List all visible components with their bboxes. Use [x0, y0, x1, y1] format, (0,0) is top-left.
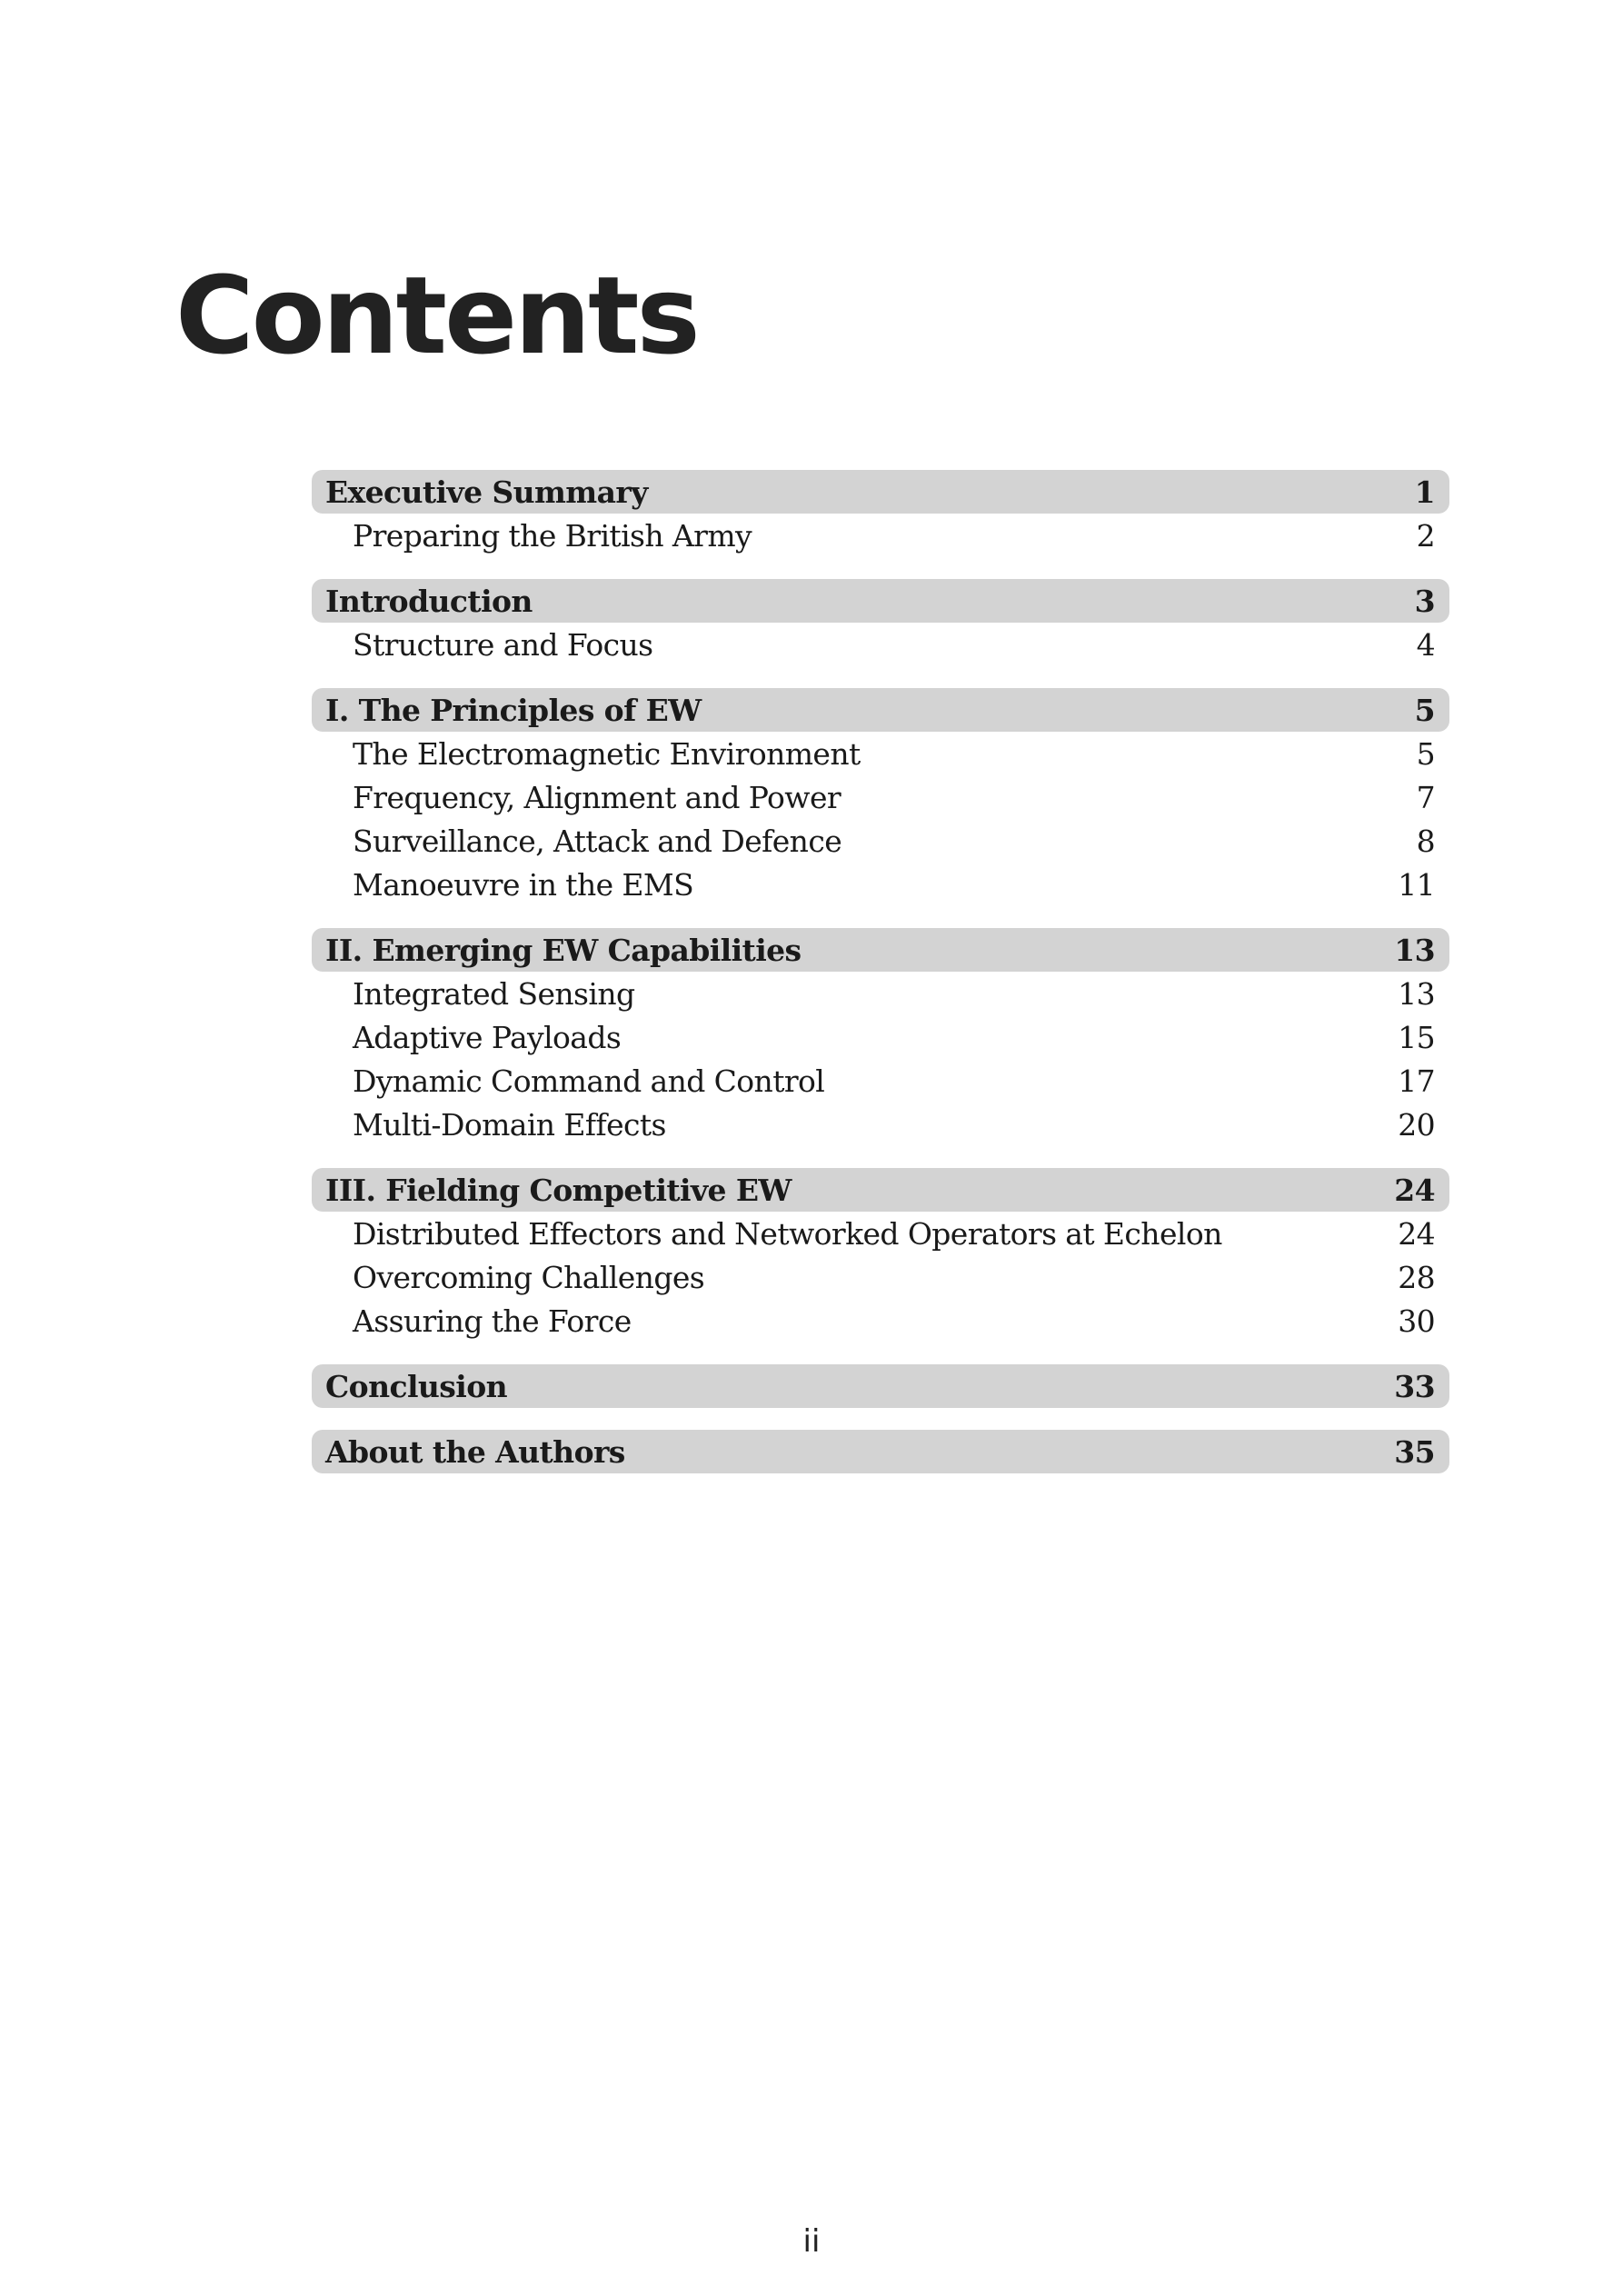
toc-subitem[interactable] [312, 775, 1449, 819]
toc-subitem-label: Preparing the British Army [353, 517, 752, 554]
toc-heading-page-number: 33 [1394, 1368, 1435, 1404]
toc-section [312, 579, 1449, 666]
toc-subitem-page-number: 15 [1398, 1019, 1435, 1055]
toc-subitem[interactable] [312, 863, 1449, 906]
toc-subitem[interactable] [312, 1103, 1449, 1146]
toc-subitem-page-number: 20 [1398, 1106, 1435, 1143]
toc-subitem-label: Overcoming Challenges [353, 1259, 705, 1295]
toc-subitem-page-number: 2 [1416, 517, 1435, 554]
toc-subitem-page-number: 8 [1416, 823, 1435, 859]
toc-subitem-label: Dynamic Command and Control [353, 1063, 825, 1099]
toc-subitem[interactable] [312, 1059, 1449, 1103]
toc-subitem[interactable] [312, 1255, 1449, 1299]
toc-subitem[interactable] [312, 514, 1449, 557]
toc-subitem-page-number: 30 [1398, 1303, 1435, 1339]
toc-section [312, 1430, 1449, 1473]
toc-section [312, 470, 1449, 557]
toc-subitem-page-number: 17 [1398, 1063, 1435, 1099]
toc-heading[interactable] [312, 1364, 1449, 1408]
toc-heading-label: About the Authors [325, 1433, 625, 1470]
toc-heading-label: III. Fielding Competitive EW [325, 1172, 792, 1208]
toc-subitem[interactable] [312, 1015, 1449, 1059]
toc-heading-page-number: 35 [1394, 1433, 1435, 1470]
toc-subitem-label: Frequency, Alignment and Power [353, 779, 841, 815]
toc-heading[interactable] [312, 470, 1449, 514]
toc-subitem-page-number: 28 [1398, 1259, 1435, 1295]
toc-heading[interactable] [312, 579, 1449, 623]
toc-heading[interactable] [312, 928, 1449, 972]
toc-subitem-label: The Electromagnetic Environment [353, 735, 861, 772]
toc-heading[interactable] [312, 688, 1449, 732]
toc-section [312, 928, 1449, 1146]
toc-heading-label: I. The Principles of EW [325, 692, 702, 728]
toc-subitem[interactable] [312, 623, 1449, 666]
toc-heading-page-number: 3 [1414, 583, 1435, 619]
toc-heading-page-number: 5 [1414, 692, 1435, 728]
toc-subitem-label: Surveillance, Attack and Defence [353, 823, 842, 859]
toc-subitem-page-number: 4 [1416, 626, 1435, 663]
toc-section [312, 688, 1449, 906]
toc-subitem-page-number: 11 [1398, 866, 1435, 903]
toc-heading-label: Conclusion [325, 1368, 508, 1404]
page-number: ii [802, 2223, 821, 2260]
toc-heading-label: Introduction [325, 583, 533, 619]
toc-subitem-label: Structure and Focus [353, 626, 653, 663]
toc-heading-label: Executive Summary [325, 474, 648, 510]
toc-subitem[interactable] [312, 732, 1449, 775]
toc-subitem-label: Multi-Domain Effects [353, 1106, 666, 1143]
toc-subitem-label: Assuring the Force [353, 1303, 632, 1339]
toc-subitem[interactable] [312, 972, 1449, 1015]
toc-subitem[interactable] [312, 819, 1449, 863]
toc-heading-page-number: 1 [1414, 474, 1435, 510]
toc-subitem-page-number: 5 [1416, 735, 1435, 772]
toc-heading-label: II. Emerging EW Capabilities [325, 932, 802, 968]
toc-subitem[interactable] [312, 1299, 1449, 1343]
toc-section [312, 1168, 1449, 1343]
toc-subitem[interactable] [312, 1212, 1449, 1255]
toc-subitem-page-number: 13 [1398, 975, 1435, 1012]
toc-heading[interactable] [312, 1168, 1449, 1212]
toc-subitem-label: Integrated Sensing [353, 975, 635, 1012]
table-of-contents [312, 470, 1449, 1495]
toc-section [312, 1364, 1449, 1408]
page-title: Contents [175, 253, 698, 378]
toc-subitem-label: Adaptive Payloads [353, 1019, 622, 1055]
toc-subitem-page-number: 24 [1398, 1215, 1435, 1252]
toc-subitem-label: Manoeuvre in the EMS [353, 866, 694, 903]
toc-heading[interactable] [312, 1430, 1449, 1473]
toc-subitem-page-number: 7 [1416, 779, 1435, 815]
toc-subitem-label: Distributed Effectors and Networked Operators at Echelon [353, 1215, 1222, 1252]
toc-heading-page-number: 24 [1394, 1172, 1435, 1208]
toc-heading-page-number: 13 [1394, 932, 1435, 968]
